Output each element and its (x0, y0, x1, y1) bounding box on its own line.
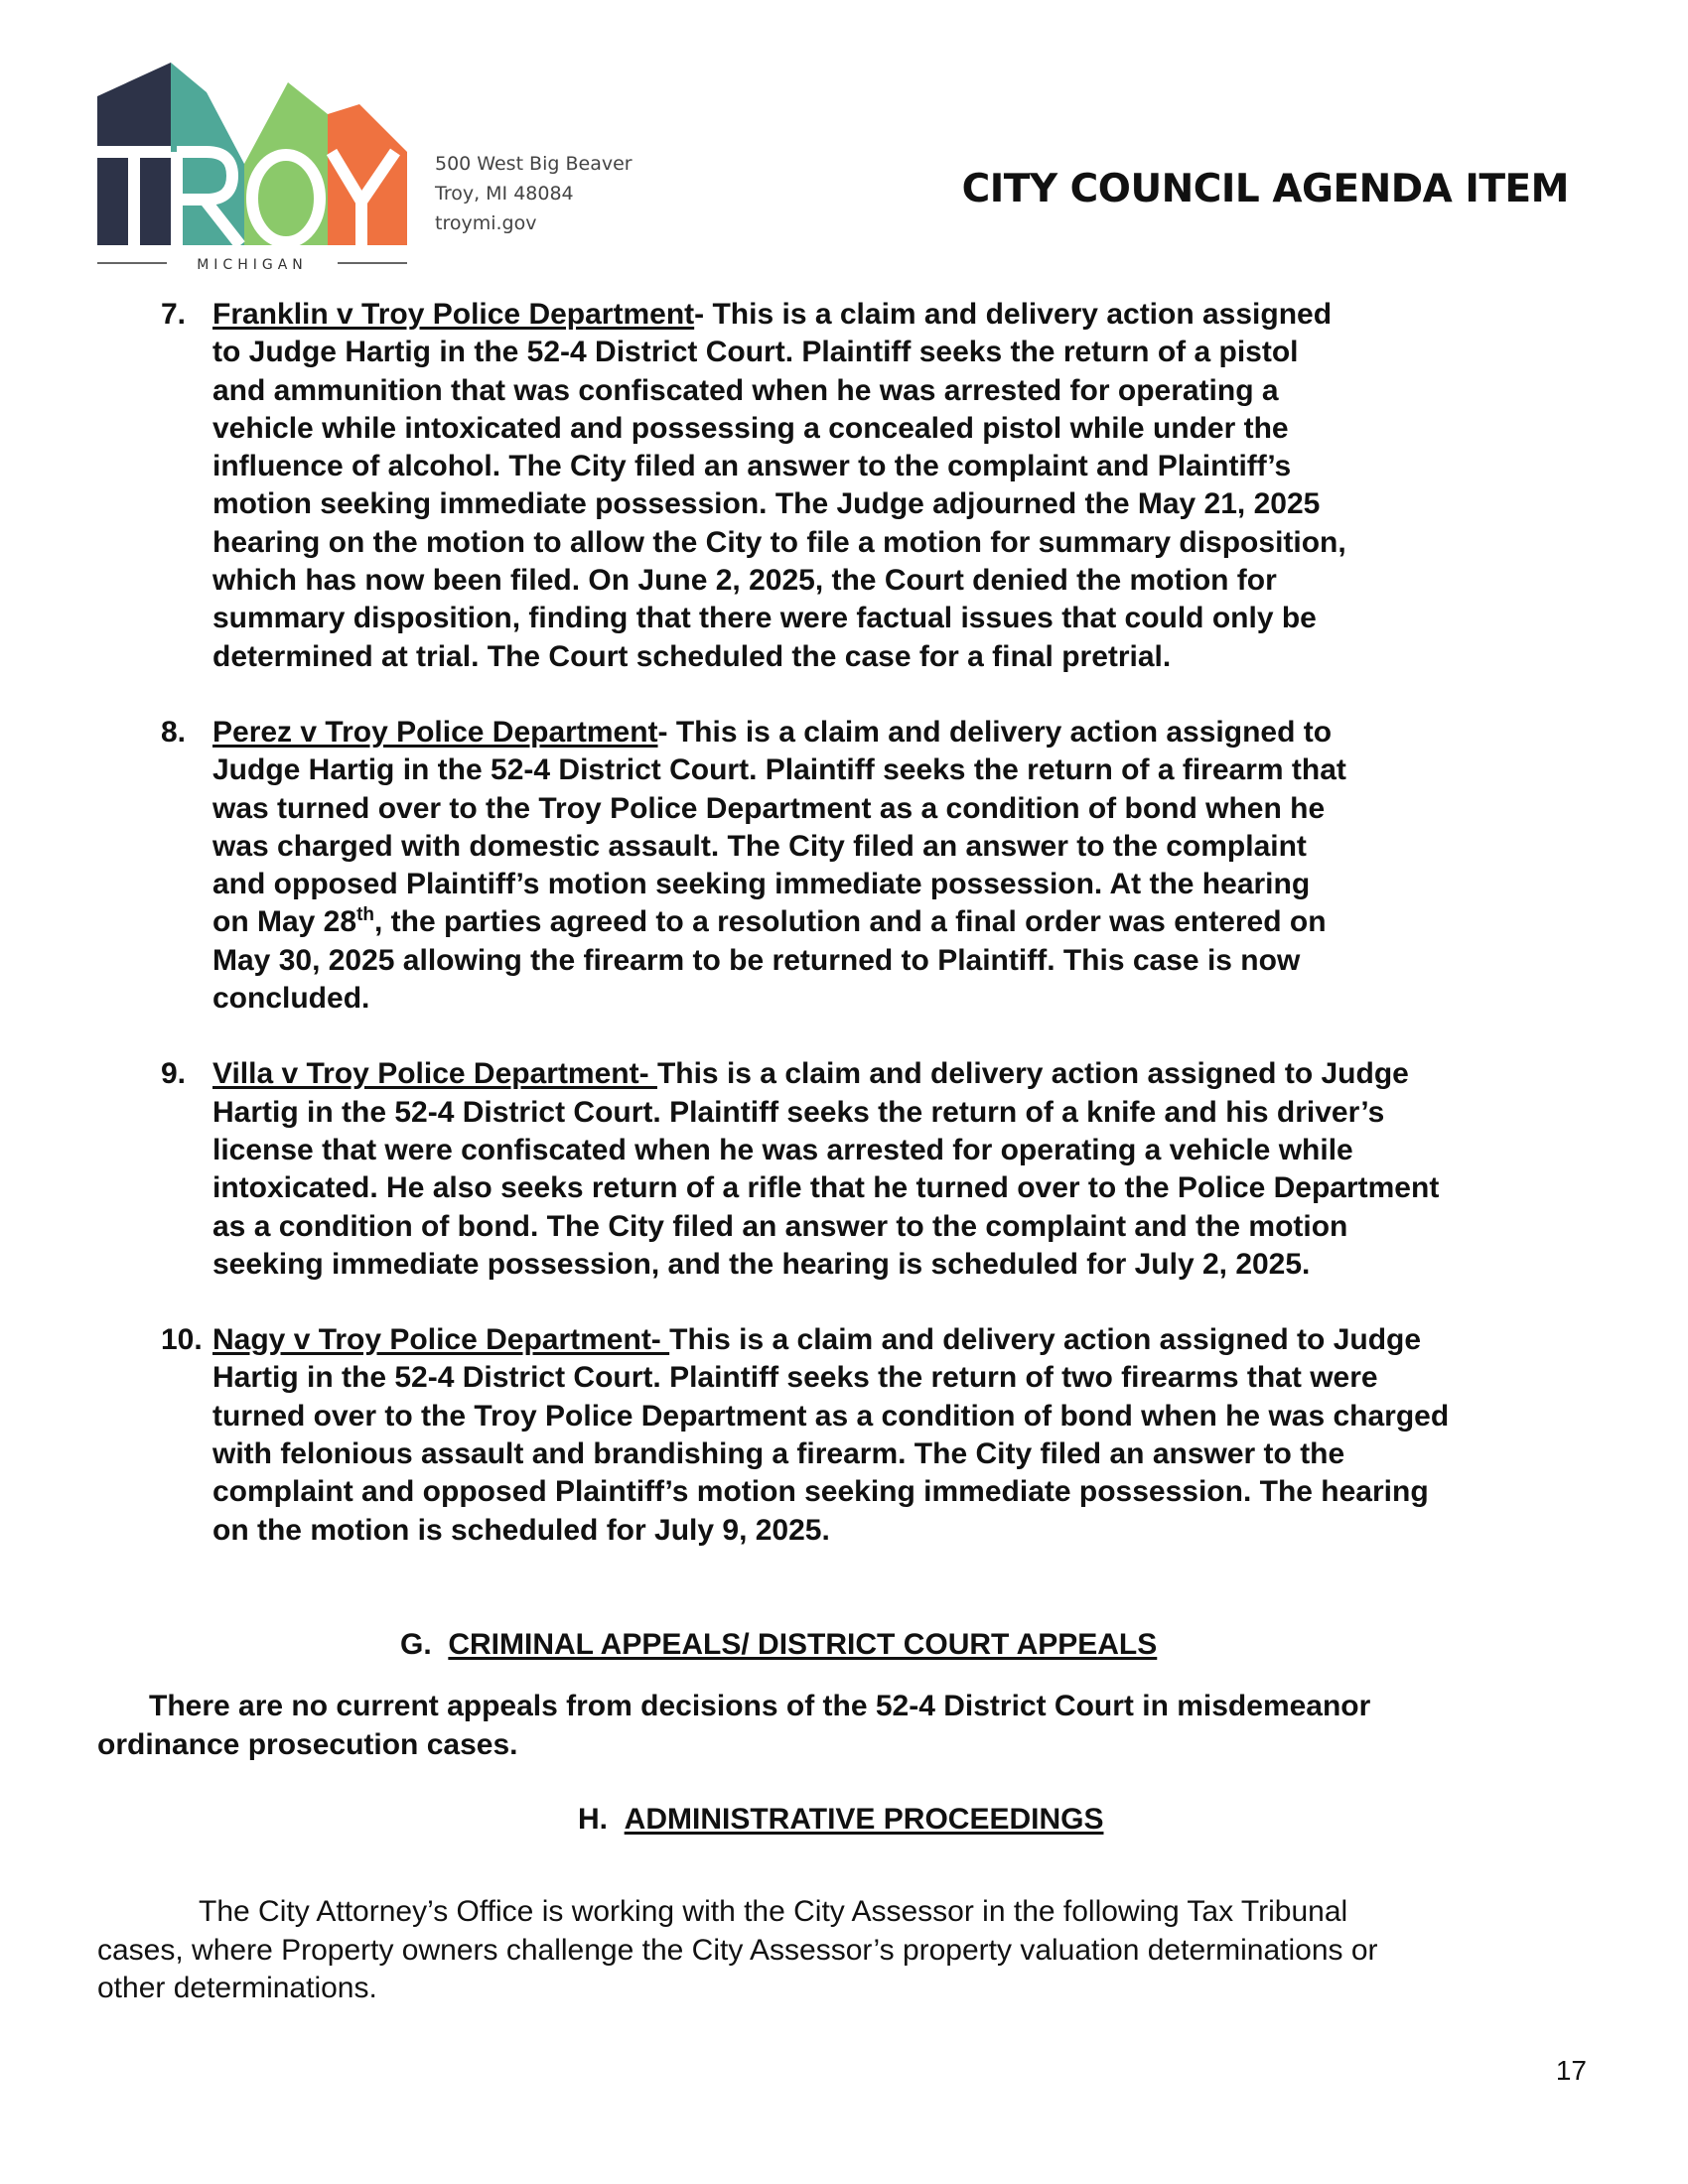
case-title: Franklin v Troy Police Department (212, 298, 695, 331)
case-text-line: determined at trial. The Court scheduled the case for a final pretrial. (212, 639, 1172, 673)
case-text-line: and ammunition that was confiscated when he was arrested for operating a (212, 373, 1279, 407)
case-text-line: concluded. (212, 982, 370, 1016)
case-text-line: on the motion is scheduled for July 9, 2025. (212, 1513, 830, 1547)
case-text-line: which has now been filed. On June 2, 2025, the Court denied the motion for (212, 564, 1277, 598)
case-text-line: as a condition of bond. The City filed an answer to the complaint and the motion (212, 1209, 1348, 1243)
section-title: ADMINISTRATIVE PROCEEDINGS (624, 1803, 1104, 1836)
case-item-8 (161, 714, 1591, 1018)
paragraph-line: cases, where Property owners challenge the City Assessor’s property valuation determinations or (97, 1933, 1378, 1967)
case-text-line: to Judge Hartig in the 52-4 District Court. Plaintiff seeks the return of a pistol (212, 336, 1299, 369)
case-text-line: was charged with domestic assault. The City filed an answer to the complaint (212, 829, 1307, 863)
case-text-line: Judge Hartig in the 52-4 District Court. Plaintiff seeks the return of a firearm that (212, 753, 1346, 787)
case-item-7 (161, 296, 1591, 676)
item-number: 9. (161, 1057, 187, 1091)
case-text-line: intoxicated. He also seeks return of a rifle that he turned over to the Police Department (212, 1171, 1440, 1205)
case-title: Perez v Troy Police Department (212, 715, 658, 749)
page-number: 17 (1555, 2055, 1587, 2086)
case-text-line: license that were confiscated when he was arrested for operating a vehicle while (212, 1133, 1353, 1166)
case-text-line: summary disposition, finding that there were factual issues that could only be (212, 602, 1317, 635)
address-line: Troy, MI 48084 (435, 183, 574, 205)
case-text-line: with felonious assault and brandishing a firearm. The City filed an answer to the (212, 1437, 1345, 1471)
case-text-line: vehicle while intoxicated and possessing a concealed pistol while under the (212, 411, 1289, 445)
case-text-line: complaint and opposed Plaintiff’s motion seeking immediate possession. The hearing (212, 1475, 1429, 1509)
section-letter: G. (400, 1628, 432, 1661)
section-h-paragraph (97, 1893, 1378, 2008)
case-title: Villa v Troy Police Department- (212, 1057, 657, 1091)
case-text-line: This is a claim and delivery action assigned to Judge (656, 1057, 1409, 1091)
paragraph-line: other determinations. (97, 1972, 377, 2004)
case-item-10 (161, 1321, 1591, 1550)
address-line: 500 West Big Beaver (435, 153, 633, 175)
case-text-line: was turned over to the Troy Police Department as a condition of bond when he (212, 791, 1326, 825)
item-number: 10. (161, 1323, 203, 1357)
section-heading-h (578, 1803, 1103, 1837)
item-number: 8. (161, 715, 187, 749)
case-text-line: hearing on the motion to allow the City to file a motion for summary disposition, (212, 525, 1346, 559)
case-text-line: influence of alcohol. The City filed an answer to the complaint and Plaintiff’s (212, 450, 1292, 483)
paragraph-line: ordinance prosecution cases. (97, 1727, 518, 1761)
case-text-line: on May 28 (212, 905, 357, 939)
case-text-line: - This is a claim and delivery action assigned (694, 298, 1333, 331)
section-letter: H. (578, 1803, 608, 1836)
case-text-line: Hartig in the 52-4 District Court. Plaintiff seeks the return of a knife and his driver’s (212, 1095, 1385, 1129)
section-title: CRIMINAL APPEALS/ DISTRICT COURT APPEALS (448, 1628, 1158, 1661)
paragraph-line: The City Attorney’s Office is working with the City Assessor in the following Tax Tribunal (199, 1895, 1348, 1928)
case-text-line: , the parties agreed to a resolution and a final order was entered on (374, 905, 1327, 939)
troy-logo (97, 55, 407, 273)
section-heading-g (400, 1628, 1157, 1662)
ordinal-suffix: th (356, 904, 374, 926)
case-item-9 (161, 1055, 1591, 1284)
paragraph-line: There are no current appeals from decisions of the 52-4 District Court in misdemeanor (149, 1690, 1371, 1722)
case-text-line: motion seeking immediate possession. The Judge adjourned the May 21, 2025 (212, 487, 1321, 521)
case-text-line: - This is a claim and delivery action assigned to (657, 715, 1333, 749)
item-number: 7. (161, 298, 187, 331)
case-text-line: This is a claim and delivery action assigned to Judge (669, 1323, 1422, 1357)
case-text-line: May 30, 2025 allowing the firearm to be returned to Plaintiff. This case is now (212, 943, 1301, 977)
case-text-line: turned over to the Troy Police Department as a condition of bond when he was charged (212, 1399, 1450, 1433)
logo-michigan-text: MICHIGAN (197, 257, 308, 273)
address-block (435, 149, 633, 238)
page-title: CITY COUNCIL AGENDA ITEM (961, 167, 1569, 211)
section-g-paragraph (97, 1688, 1370, 1764)
case-text-line: and opposed Plaintiff’s motion seeking immediate possession. At the hearing (212, 868, 1311, 901)
case-text-line: Hartig in the 52-4 District Court. Plaintiff seeks the return of two firearms that were (212, 1361, 1378, 1395)
address-website: troymi.gov (435, 212, 537, 234)
case-title: Nagy v Troy Police Department- (212, 1323, 670, 1357)
case-list (161, 296, 1591, 1587)
case-text-line: seeking immediate possession, and the hearing is scheduled for July 2, 2025. (212, 1247, 1311, 1281)
